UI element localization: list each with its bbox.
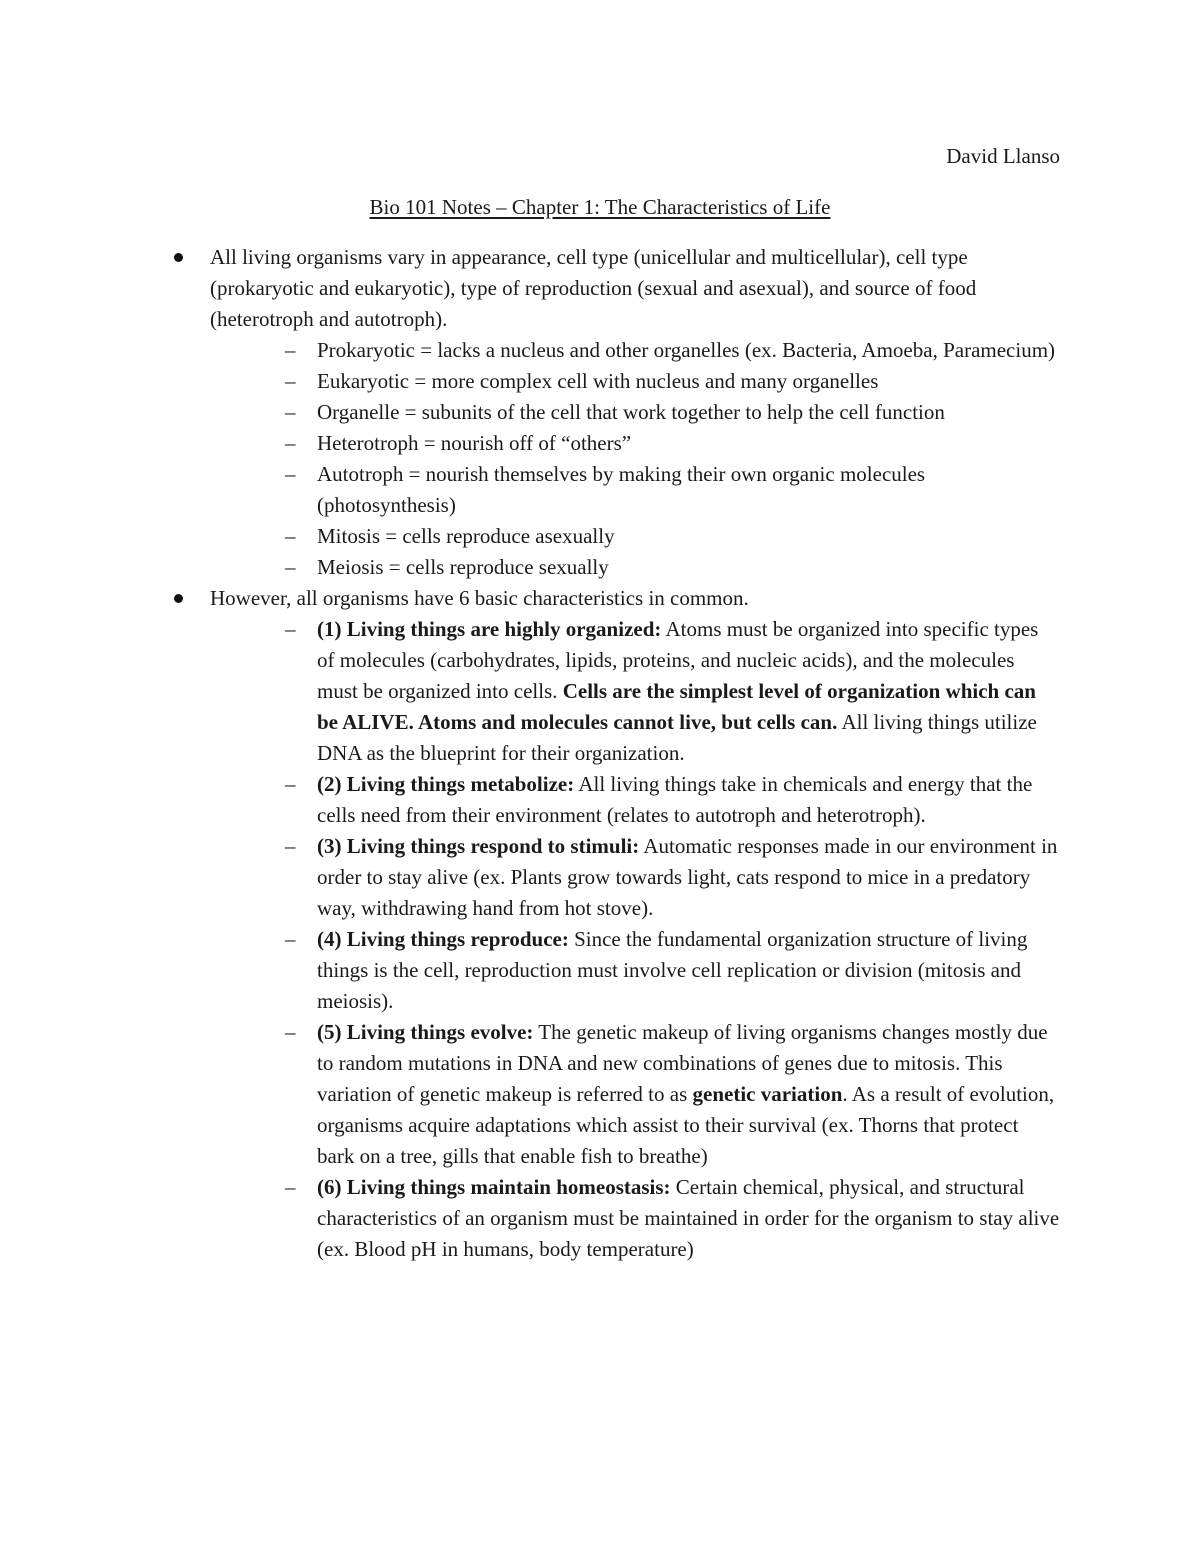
bullet-text: However, all organisms have 6 basic characteristics in common. xyxy=(210,586,749,610)
characteristics-list xyxy=(210,614,1060,1265)
dash-icon: – xyxy=(285,338,296,362)
dash-icon: – xyxy=(285,524,296,548)
characteristic-heading: (4) Living things reproduce: xyxy=(317,927,569,951)
characteristic-item: – (5) Living things evolve: The genetic makeup of living organisms changes mostly due to random mutations in DNA and new combinations of genes due to mitosis. This variation of genetic makeup is referred to as genetic variation. As a result of evolution, organisms acquire adaptations which assist to their survival (ex. Thorns that protect bark on a tree, gills that enable fish to breathe) xyxy=(317,1017,1060,1172)
definition-item: – Eukaryotic = more complex cell with nucleus and many organelles xyxy=(317,366,1060,397)
dash-icon: – xyxy=(285,1020,296,1044)
characteristic-heading: (2) Living things metabolize: xyxy=(317,772,575,796)
characteristic-item: – (3) Living things respond to stimuli: Automatic responses made in our environment in order to stay alive (ex. Plants grow towards light, cats respond to mice in a predatory way, withdrawing hand from hot stove). xyxy=(317,831,1060,924)
notes-body xyxy=(210,242,1060,1265)
dash-icon: – xyxy=(285,772,296,796)
characteristic-item: – (6) Living things maintain homeostasis: Certain chemical, physical, and structural characteristics of an organism must be maintained in order for the organism to stay alive (ex. Blood pH in humans, body temperature) xyxy=(317,1172,1060,1265)
bullet-item xyxy=(210,242,1060,583)
definition-item: – Prokaryotic = lacks a nucleus and other organelles (ex. Bacteria, Amoeba, Paramecium) xyxy=(317,335,1060,366)
characteristic-heading: (5) Living things evolve: xyxy=(317,1020,534,1044)
definition-item: – Mitosis = cells reproduce asexually xyxy=(317,521,1060,552)
characteristic-item: – (1) Living things are highly organized: Atoms must be organized into specific types of molecules (carbohydrates, lipids, proteins, and nucleic acids), and the molecules must be organized into cells. Cells are the simplest level of organization which can be ALIVE. Atoms and molecules cannot live, but cells can. All living things utilize DNA as the blueprint for their organization. xyxy=(317,614,1060,769)
dash-icon: – xyxy=(285,927,296,951)
characteristic-item: – (2) Living things metabolize: All living things take in chemicals and energy that the cells need from their environment (relates to autotroph and heterotroph). xyxy=(317,769,1060,831)
dash-icon: – xyxy=(285,555,296,579)
definition-item: – Organelle = subunits of the cell that work together to help the cell function xyxy=(317,397,1060,428)
emphasis-text: Cells are the simplest level of organization which can be ALIVE. Atoms and molecules cannot live, but cells can. xyxy=(317,679,1036,734)
author-name: David Llanso xyxy=(946,144,1060,168)
page-title: Bio 101 Notes – Chapter 1: The Characteristics of Life xyxy=(369,195,831,219)
dash-icon: – xyxy=(285,400,296,424)
definition-item: – Heterotroph = nourish off of “others” xyxy=(317,428,1060,459)
characteristic-heading: (1) Living things are highly organized: xyxy=(317,617,662,641)
dash-icon: – xyxy=(285,462,296,486)
characteristic-item: – (4) Living things reproduce: Since the fundamental organization structure of living things is the cell, reproduction must involve cell replication or division (mitosis and meiosis). xyxy=(317,924,1060,1017)
bullet-text: All living organisms vary in appearance, cell type (unicellular and multicellular), cell type (prokaryotic and eukaryotic), type of reproduction (sexual and asexual), and source of food (heterotroph and autotroph). xyxy=(210,245,977,331)
dash-icon: – xyxy=(285,1175,296,1199)
characteristic-heading: (3) Living things respond to stimuli: xyxy=(317,834,640,858)
bullet-item xyxy=(210,583,1060,1265)
characteristic-heading: (6) Living things maintain homeostasis: xyxy=(317,1175,671,1199)
dash-icon: – xyxy=(285,617,296,641)
definitions-list xyxy=(210,335,1060,583)
definition-item: – Autotroph = nourish themselves by making their own organic molecules (photosynthesis) xyxy=(317,459,1060,521)
definition-item: – Meiosis = cells reproduce sexually xyxy=(317,552,1060,583)
dash-icon: – xyxy=(285,834,296,858)
bullet-icon xyxy=(174,594,183,603)
emphasis-text: genetic variation xyxy=(692,1082,843,1106)
dash-icon: – xyxy=(285,369,296,393)
bullet-icon xyxy=(174,253,183,262)
dash-icon: – xyxy=(285,431,296,455)
bullet-list xyxy=(210,242,1060,1265)
